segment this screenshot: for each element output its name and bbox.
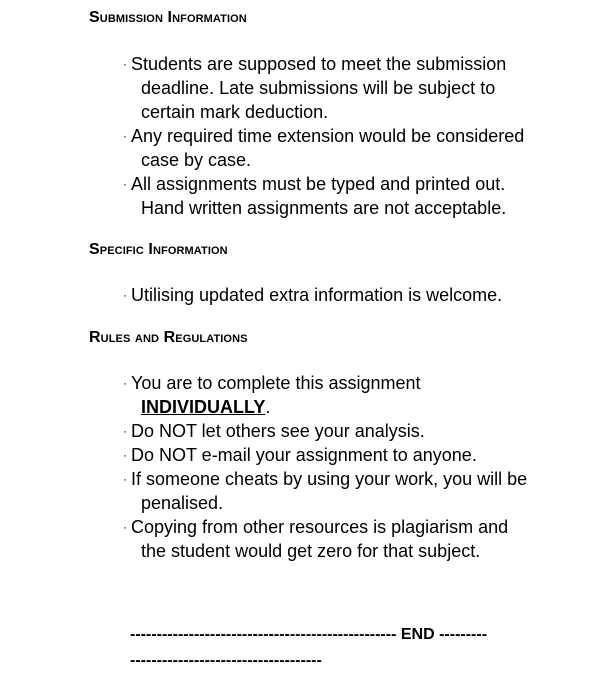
list-item	[121, 419, 581, 443]
submission-information-list	[121, 52, 581, 220]
list-item	[121, 371, 581, 419]
specific-information-list	[121, 283, 581, 307]
list-item-text: penalised.	[141, 493, 224, 513]
list-item-text: If someone cheats by using your work, you will be	[131, 469, 528, 489]
bullet-icon: ·	[123, 129, 127, 143]
list-item-text: Copying from other resources is plagiarism and	[131, 517, 509, 537]
emphasis-suffix: .	[265, 397, 271, 417]
end-marker-line-2: ------------------------------------	[130, 652, 322, 669]
list-item	[121, 172, 581, 220]
list-item	[121, 124, 581, 172]
bullet-icon: ·	[123, 288, 127, 302]
bullet-icon: ·	[123, 520, 127, 534]
rules-and-regulations-heading: Rules and Regulations	[89, 329, 248, 346]
list-item-text: Students are supposed to meet the submission	[131, 54, 507, 74]
list-item-text: You are to complete this assignment	[131, 373, 421, 393]
list-item-text: case by case.	[141, 150, 252, 170]
bullet-icon: ·	[123, 448, 127, 462]
list-item-text: Utilising updated extra information is welcome.	[131, 285, 503, 305]
bullet-icon: ·	[123, 376, 127, 390]
list-item-text: Any required time extension would be considered	[131, 126, 525, 146]
bullet-icon: ·	[123, 472, 127, 486]
list-item-text: All assignments must be typed and printed out.	[131, 174, 506, 194]
list-item	[121, 515, 581, 563]
list-item	[121, 283, 581, 307]
bullet-icon: ·	[123, 57, 127, 71]
list-item-text: Do NOT e-mail your assignment to anyone.	[131, 445, 477, 465]
bullet-icon: ·	[123, 424, 127, 438]
list-item-text	[141, 395, 581, 419]
submission-information-heading: Submission Information	[89, 9, 247, 26]
list-item-text: Hand written assignments are not acceptable.	[141, 198, 507, 218]
rules-and-regulations-list	[121, 371, 581, 563]
list-item	[121, 443, 581, 467]
individually-emphasis: INDIVIDUALLY	[141, 397, 266, 417]
list-item-text: Do NOT let others see your analysis.	[131, 421, 425, 441]
list-item	[121, 467, 581, 515]
list-item-text: deadline. Late submissions will be subject to	[141, 78, 496, 98]
end-marker-line-1: -------------------------------------------------- END ---------	[130, 626, 488, 643]
specific-information-heading: Specific Information	[89, 241, 228, 258]
list-item-text: certain mark deduction.	[141, 102, 329, 122]
list-item-text: the student would get zero for that subject.	[141, 541, 481, 561]
bullet-icon: ·	[123, 177, 127, 191]
list-item	[121, 52, 581, 124]
